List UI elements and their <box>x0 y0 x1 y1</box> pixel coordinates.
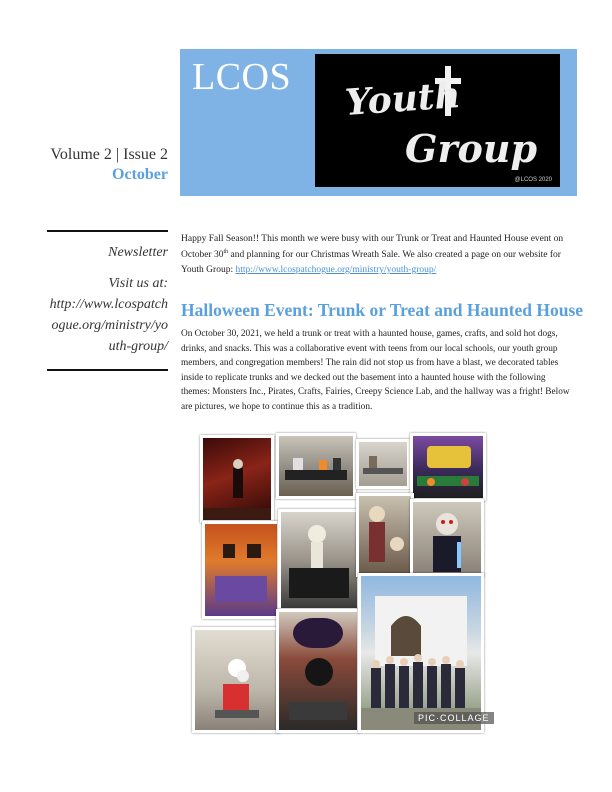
banner-title: LCOS <box>192 56 292 98</box>
logo-word-youth: Youth <box>343 74 462 124</box>
collage-photo-haunted-hallway <box>200 435 274 523</box>
sidebar-url: http://www.lcospatchogue.org/ministry/youth-group/ <box>49 297 168 354</box>
collage-photo-clown-mask <box>410 499 484 577</box>
youth-group-logo <box>315 54 560 187</box>
article-heading: Halloween Event: Trunk or Treat and Haunted House <box>181 300 584 320</box>
intro-paragraph <box>181 232 576 279</box>
article-body: On October 30, 2021, we held a trunk or treat with a haunted house, games, crafts, and sold hot dogs, drinks, and snacks. This was a collaborative event with teens from our local schools, our youth group members, and congregation members! The rain did not stop us from have a blast, we decorated tables inside to replicate trunks and we decked out the basement into a haunted house with the following themes: Monsters Inc., Pirates, Crafts, Fairies, Creepy Science Lab, and the hallway was a fright! Below are pictures, we hope to continue this as a tradition. <box>181 329 570 412</box>
logo-copyright: @LCOS 2020 <box>514 177 552 183</box>
collage-watermark: PIC·COLLAGE <box>414 712 494 724</box>
sidebar-newsletter-label: Newsletter <box>108 245 168 260</box>
intro-sup: th <box>223 248 229 255</box>
issue-month: October <box>112 166 168 183</box>
youth-group-link[interactable]: http://www.lcospatchogue.org/ministry/youth-group/ <box>235 265 437 275</box>
sidebar <box>47 230 168 371</box>
collage-photo-spider-display <box>276 609 360 733</box>
collage-photo-tables <box>276 433 356 499</box>
photo-collage <box>188 431 488 733</box>
collage-photo-group-outside <box>358 573 484 733</box>
issue-volume: Volume 2 | Issue 2 <box>50 146 168 163</box>
collage-photo-skeleton-chair <box>278 509 360 611</box>
collage-photo-scooby-doo <box>410 433 486 501</box>
collage-photo-room <box>356 439 410 489</box>
logo-word-group: Group <box>405 126 538 171</box>
collage-photo-orange-room <box>202 521 280 619</box>
header-banner <box>180 49 577 196</box>
sidebar-visit-label: Visit us at: <box>108 276 168 291</box>
collage-photo-balloon-table <box>192 627 280 733</box>
intro-text-1: Happy Fall Season!! This month we were busy with our Trunk or Treat and Haunted House event on October 30 <box>181 234 564 260</box>
intro-text-2: and planning for our Christmas Wreath Sale. We also created a page on our website for Youth Group: <box>181 249 561 275</box>
collage-photo-costumes-group <box>356 493 414 577</box>
